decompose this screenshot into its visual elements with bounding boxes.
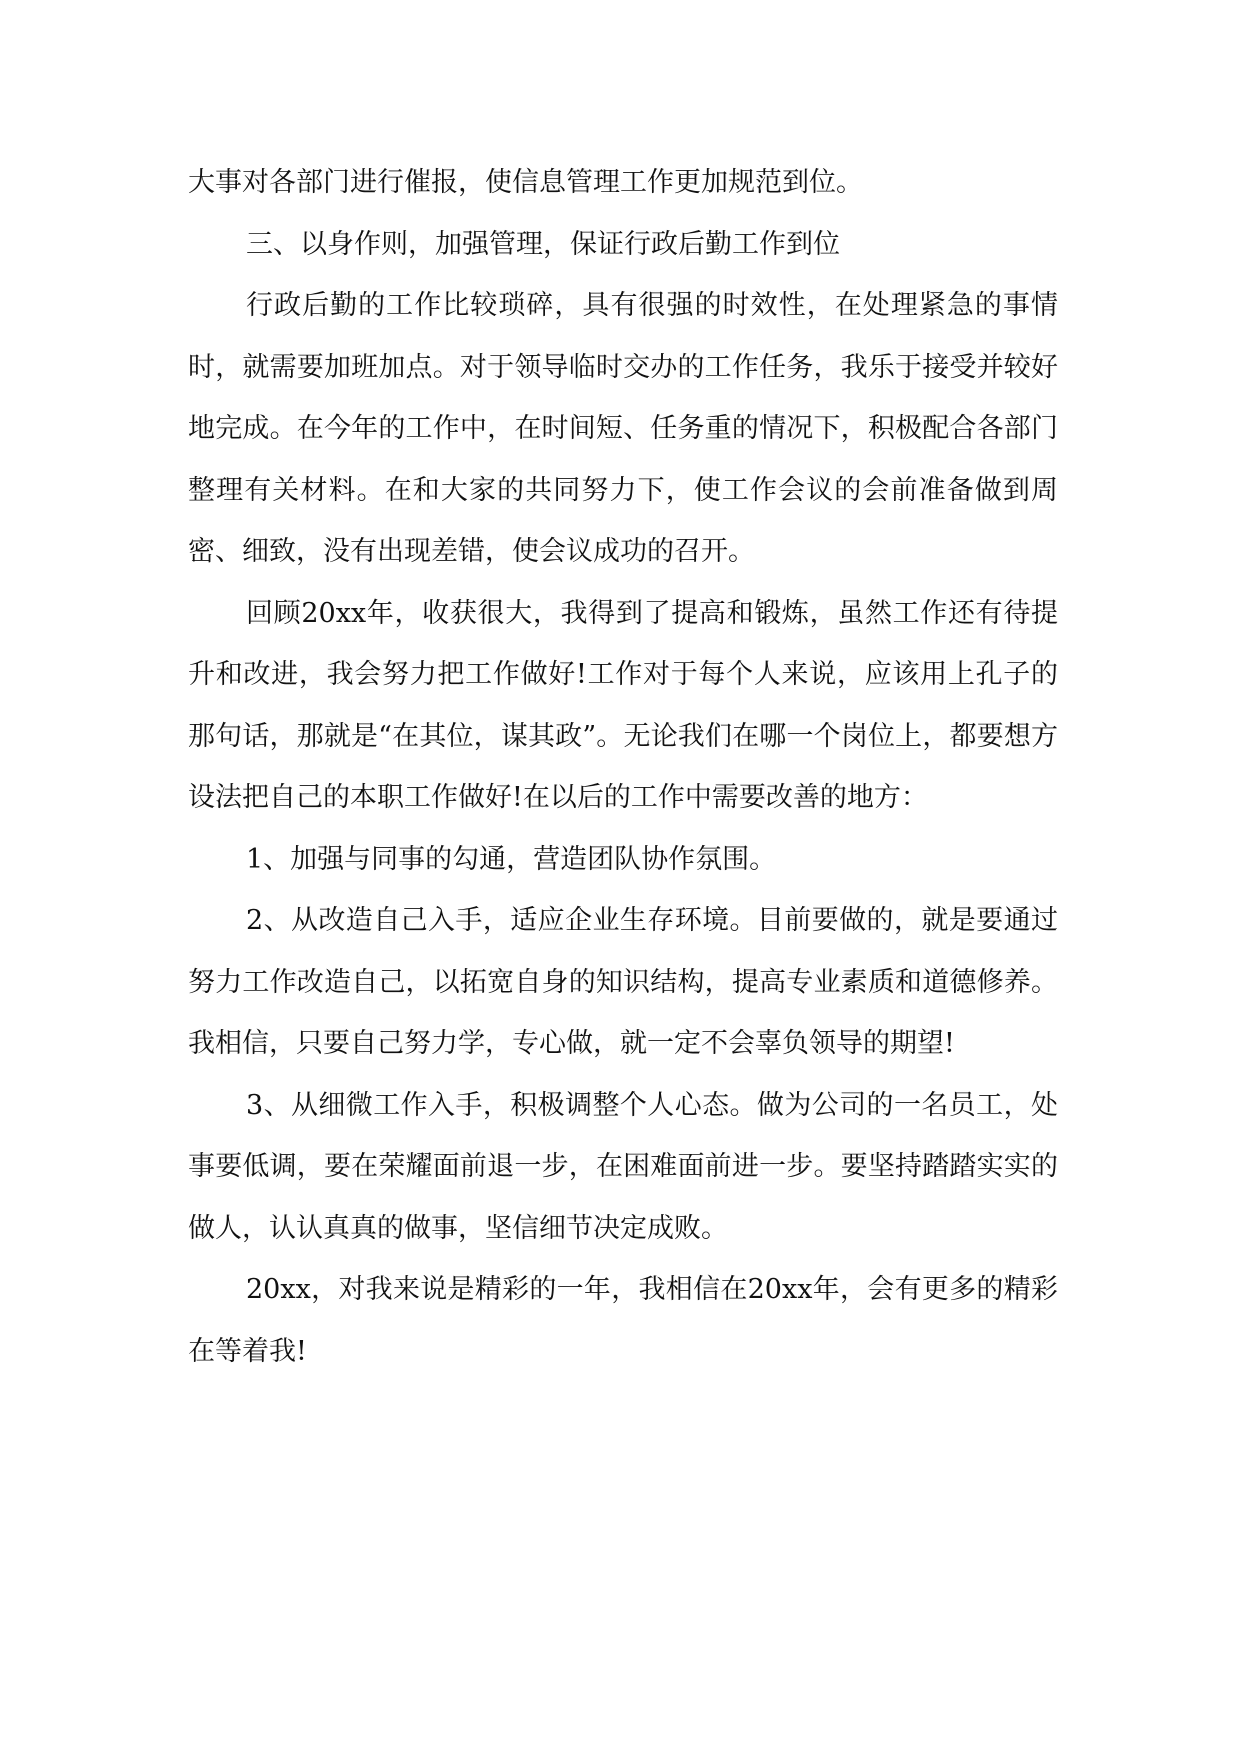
paragraph: 行政后勤的工作比较琐碎，具有很强的时效性，在处理紧急的事情时，就需要加班加点。对于领导临时交办的工作任务，我乐于接受并较好地完成。在今年的工作中，在时间短、任务重的情况下，积极配合各部门整理有关材料。在和大家的共同努力下，使工作会议的会前准备做到周密、细致，没有出现差错，使会议成功的召开。	[188, 290, 1058, 567]
section-heading: 三、以身作则，加强管理，保证行政后勤工作到位	[246, 228, 840, 260]
paragraph: 回顾20xx年，收获很大，我得到了提高和锻炼，虽然工作还有待提升和改进，我会努力把工作做好!工作对于每个人来说，应该用上孔子的那句话，那就是“在其位，谋其政”。无论我们在哪一个岗位上，都要想方设法把自己的本职工作做好!在以后的工作中需要改善的地方：	[188, 597, 1058, 813]
paragraph-continuation: 大事对各部门进行催报，使信息管理工作更加规范到位。	[188, 167, 863, 198]
list-item: 3、从细微工作入手，积极调整个人心态。做为公司的一名员工，处事要低调，要在荣耀面前退一步，在困难面前进一步。要坚持踏踏实实的做人，认认真真的做事，坚信细节决定成败。	[188, 1089, 1058, 1244]
list-item: 2、从改造自己入手，适应企业生存环境。目前要做的，就是要通过努力工作改造自己，以拓宽自身的知识结构，提高专业素质和道德修养。我相信，只要自己努力学，专心做，就一定不会辜负领导的期望!	[188, 905, 1058, 1059]
list-item: 1、加强与同事的勾通，营造团队协作氛围。	[246, 843, 777, 875]
paragraph: 20xx，对我来说是精彩的一年，我相信在20xx年，会有更多的精彩在等着我!	[188, 1274, 1058, 1367]
document-body	[188, 152, 1058, 1382]
